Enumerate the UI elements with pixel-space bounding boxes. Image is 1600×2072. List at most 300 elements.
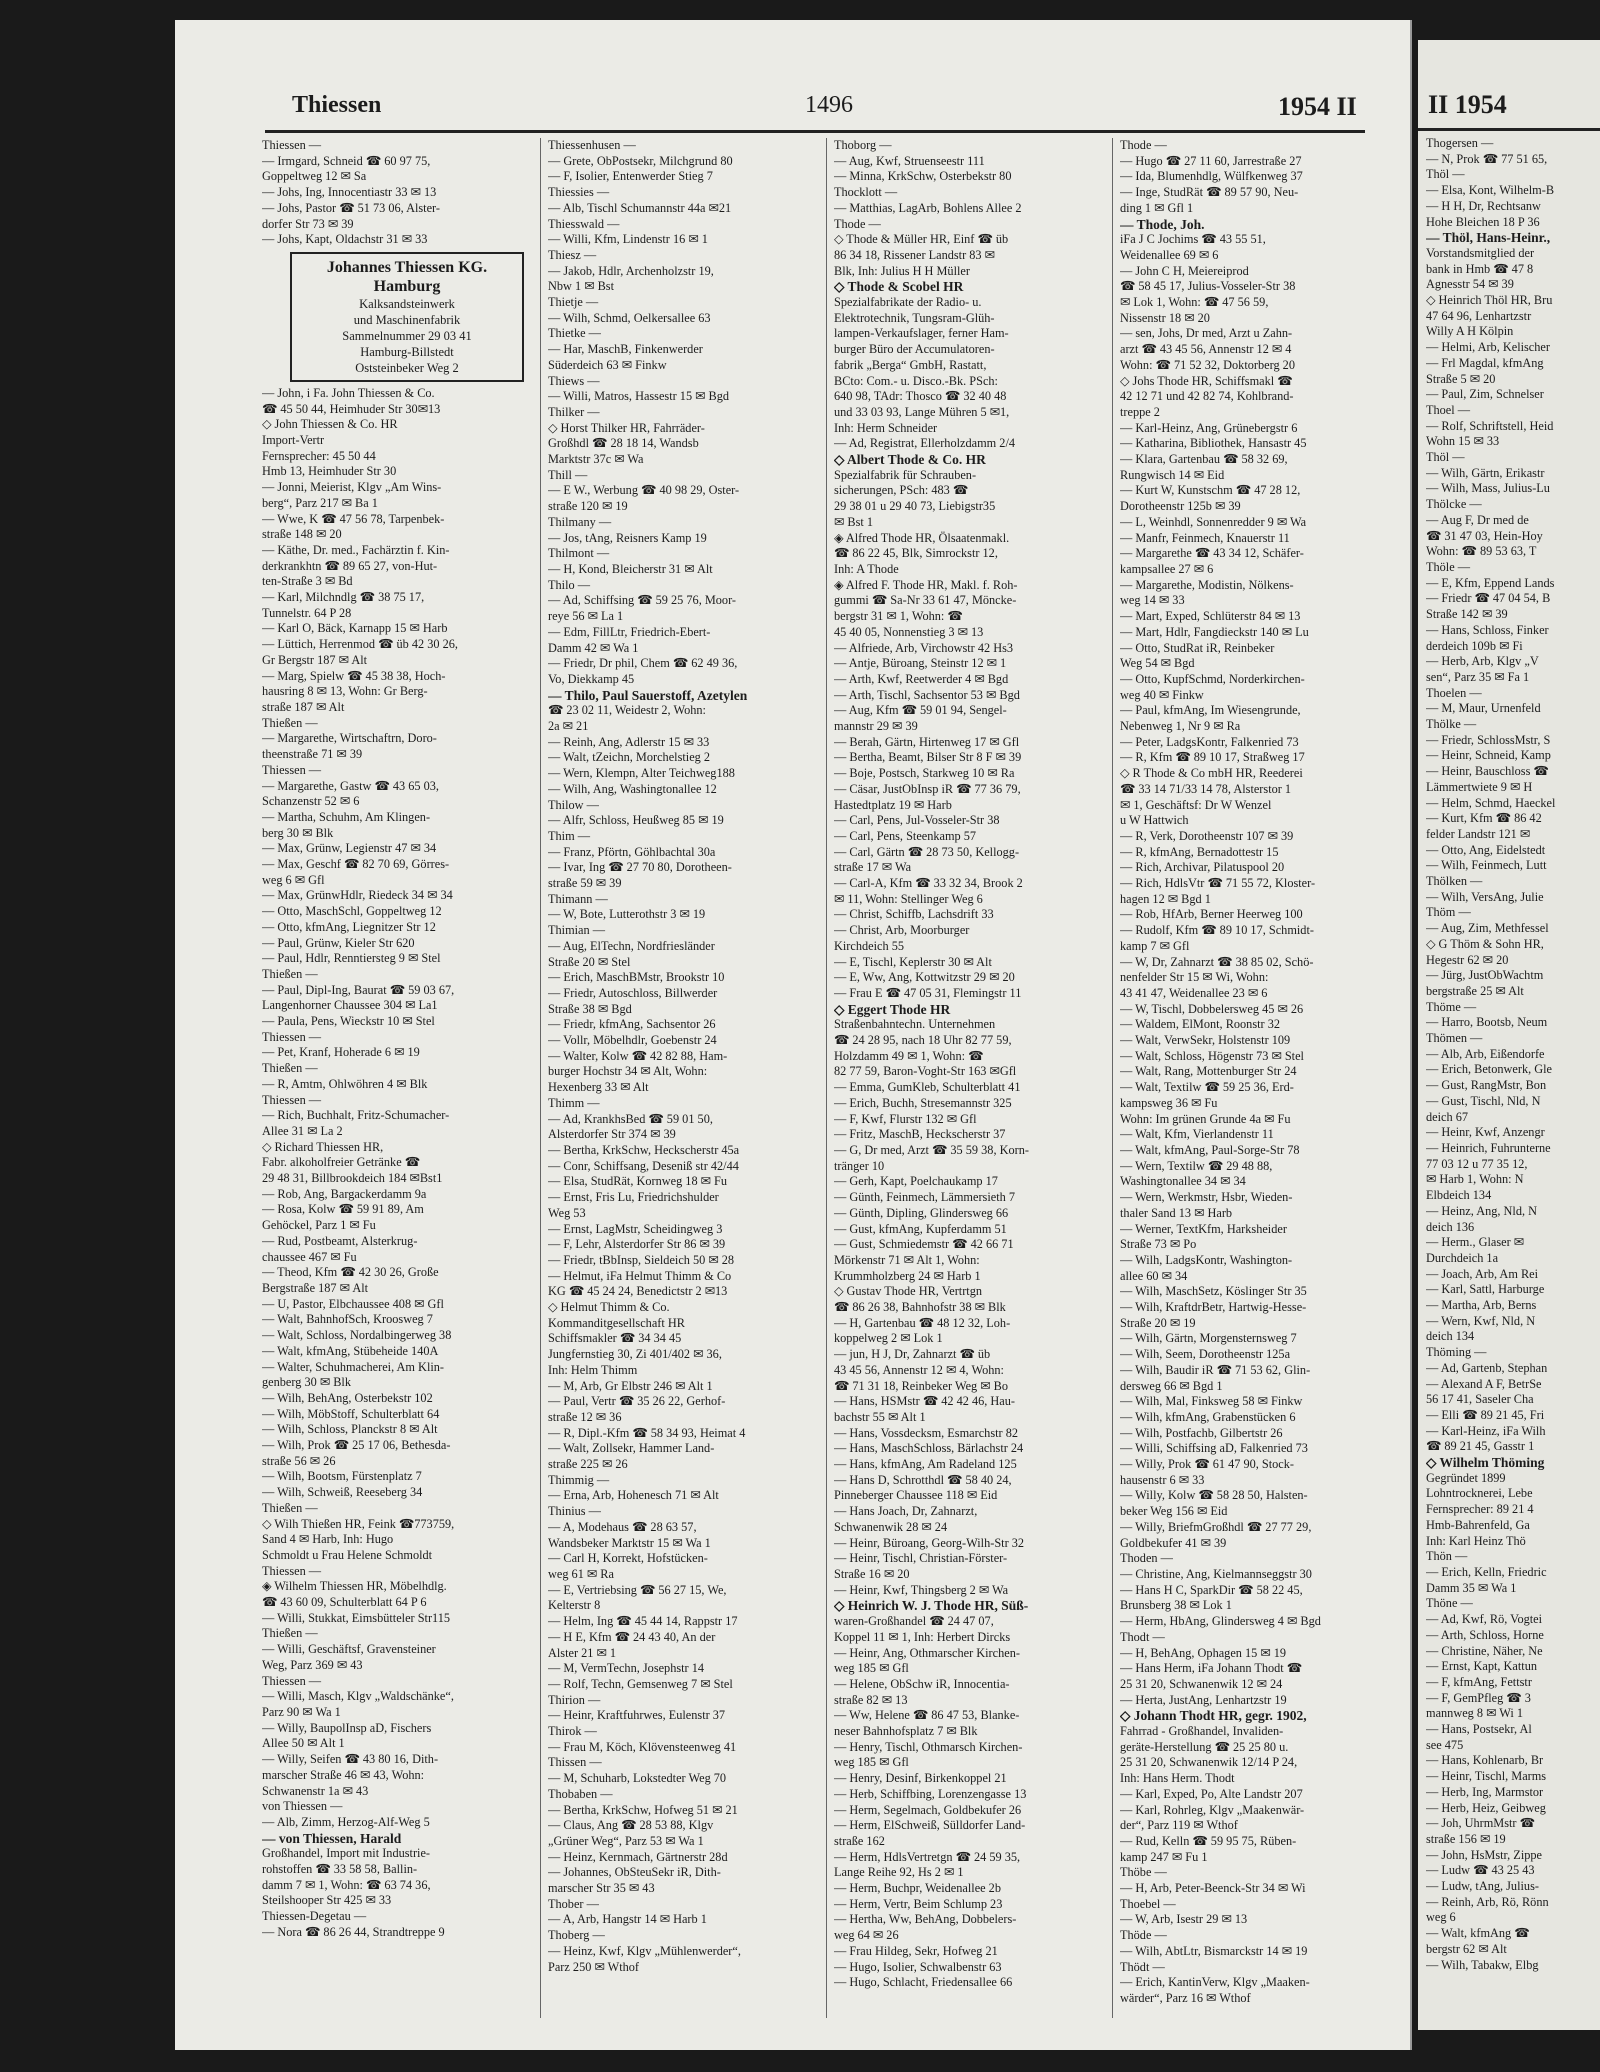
- directory-entry: — Karl-Heinz, Ang, Grünebergstr 6: [1120, 420, 1298, 435]
- directory-entry: — E, Kfm, Eppend Lands: [1426, 575, 1555, 590]
- company-advertisement: [290, 252, 524, 382]
- directory-entry: Thön —: [1426, 1549, 1468, 1564]
- directory-entry: Thirion —: [548, 1692, 601, 1707]
- directory-entry: — Hans Joach, Dr, Zahnarzt,: [834, 1504, 978, 1519]
- directory-entry: — Otto, MaschSchl, Goppeltweg 12: [262, 904, 442, 919]
- directory-entry: — Elsa, Kont, Wilhelm-B: [1426, 183, 1555, 198]
- directory-entry: — Kurt W, Kunstschm ☎ 47 28 12,: [1120, 483, 1301, 498]
- directory-entry: — Martha, Schuhm, Am Klingen-: [262, 809, 431, 824]
- directory-entry: — Herb, Arb, Klgv „V: [1426, 654, 1539, 669]
- directory-entry: — Rudolf, Kfm ☎ 89 10 17, Schmidt-: [1120, 923, 1314, 938]
- directory-entry: — Arth, Kwf, Reetwerder 4 ✉ Bgd: [834, 671, 1009, 686]
- directory-entry: Thim —: [548, 828, 591, 843]
- directory-entry: — John, HsMstr, Zippe: [1426, 1847, 1542, 1862]
- directory-entry: — Karl, Milchndlg ☎ 38 75 17,: [262, 590, 425, 605]
- directory-entry: — Hans, Vossdecksm, Esmarchstr 82: [834, 1425, 1018, 1440]
- directory-entry: — Walt, kfmAng, Paul-Sorge-Str 78: [1120, 1143, 1300, 1157]
- directory-entry: — Wern, Werkmstr, Hsbr, Wieden-: [1120, 1190, 1293, 1205]
- directory-entry: Hmb 13, Heimhuder Str 30: [262, 464, 397, 479]
- directory-entry: — Ad, KrankhsBed ☎ 59 01 50,: [548, 1111, 713, 1126]
- directory-entry: — Marg, Spielw ☎ 45 38 38, Hoch-: [262, 668, 446, 683]
- directory-entry: Thiessen —: [262, 762, 322, 777]
- directory-entry: Hegestr 62 ✉ 20: [1426, 952, 1509, 967]
- directory-entry: Mörkenstr 71 ✉ Alt 1, Wohn:: [834, 1252, 980, 1267]
- directory-entry: straße 17 ✉ Wa: [834, 860, 912, 875]
- directory-entry: Thilmany —: [548, 514, 612, 529]
- directory-entry: Nissenstr 18 ✉ 20: [1120, 310, 1210, 325]
- directory-entry: — Hans D, Schrotthdl ☎ 58 40 24,: [834, 1472, 1012, 1487]
- directory-entry: — Matthias, LagArb, Bohlens Allee 2: [834, 200, 1022, 215]
- directory-entry: Langenhorner Chaussee 304 ✉ La1: [262, 998, 438, 1013]
- directory-entry: — Herta, JustAng, Lenhartzstr 19: [1120, 1692, 1287, 1707]
- directory-entry: Thissen —: [548, 1755, 602, 1770]
- directory-entry: — W, Dr, Zahnarzt ☎ 38 85 02, Schö-: [1120, 954, 1314, 969]
- directory-entry: Thießen —: [262, 1500, 318, 1515]
- directory-entry: 640 98, TAdr: Thosco ☎ 32 40 48: [834, 389, 1007, 404]
- directory-entry: Steilshooper Str 425 ✉ 33: [262, 1893, 392, 1908]
- directory-entry: Thimm —: [548, 1095, 600, 1110]
- directory-entry: — Reinh, Ang, Adlerstr 15 ✉ 33: [548, 734, 710, 749]
- directory-entry: Inh: Herm Schneider: [834, 420, 938, 435]
- directory-entry: — Erich, MaschBMstr, Brookstr 10: [548, 970, 725, 985]
- directory-entry: — Jos, tAng, Reisners Kamp 19: [548, 530, 707, 545]
- directory-entry: — Margarethe, Modistin, Nölkens-: [1120, 577, 1294, 592]
- directory-entry: Wohn 15 ✉ 33: [1426, 434, 1500, 449]
- directory-entry: Inh: A Thode: [834, 561, 899, 576]
- directory-entry: Nebenweg 1, Nr 9 ✉ Ra: [1120, 719, 1241, 734]
- directory-entry: — Willi, Stukkat, Eimsbütteler Str115: [262, 1610, 451, 1625]
- directory-entry: — Paul, Zim, Schnelser: [1426, 387, 1544, 402]
- directory-entry: Wohn: ☎ 71 52 32, Doktorberg 20: [1120, 357, 1295, 372]
- directory-entry: Marktstr 37c ✉ Wa: [548, 452, 644, 467]
- directory-entry: — Rud, Kelln ☎ 59 95 75, Rüben-: [1120, 1833, 1297, 1848]
- directory-entry: Schwanenwik 28 ✉ 24: [834, 1519, 948, 1534]
- directory-entry: — Walt, tZeichn, Morchelstieg 2: [548, 750, 711, 765]
- directory-entry: — Kurt, Kfm ☎ 86 42: [1426, 811, 1542, 826]
- directory-entry: — Elli ☎ 89 21 45, Fri: [1426, 1407, 1545, 1422]
- directory-entry: ◇ John Thiessen & Co. HR: [262, 417, 398, 432]
- directory-entry: — A, Arb, Hangstr 14 ✉ Harb 1: [548, 1912, 707, 1927]
- directory-entry: — Wern, Textilw ☎ 29 48 88,: [1120, 1158, 1273, 1173]
- directory-entry: — Aug, Kfm ☎ 59 01 94, Sengel-: [834, 703, 1007, 718]
- directory-entry: Thogersen —: [1426, 136, 1494, 150]
- directory-entry: — Gust, Tischl, Nld, N: [1426, 1093, 1541, 1108]
- directory-entry: — Heinr, Kraftfuhrwes, Eulenstr 37: [548, 1708, 726, 1723]
- directory-entry: — Katharina, Bibliothek, Hansastr 45: [1120, 436, 1307, 451]
- directory-entry: — R, Verk, Dorotheenstr 107 ✉ 39: [1120, 828, 1294, 843]
- directory-entry: — Alb, Tischl Schumannstr 44a ✉21: [548, 200, 732, 215]
- directory-entry: — John C H, Meiereiprod: [1120, 263, 1249, 278]
- next-page-header: II 1954: [1428, 90, 1507, 119]
- directory-entry: — Inge, StudRät ☎ 89 57 90, Neu-: [1120, 185, 1299, 200]
- directory-entry: Thölke —: [1426, 717, 1477, 732]
- directory-entry: Elbdeich 134: [1426, 1188, 1492, 1203]
- ad-line: Oststeinbeker Weg 2: [355, 360, 459, 375]
- directory-entry: — Martha, Arb, Berns: [1426, 1298, 1537, 1313]
- directory-entry: iFa J C Jochims ☎ 43 55 51,: [1120, 232, 1266, 247]
- directory-entry: — E, Tischl, Keplerstr 30 ✉ Alt: [834, 954, 992, 969]
- directory-entry: — Käthe, Dr. med., Fachärztin f. Kin-: [262, 542, 450, 557]
- directory-entry: sen“, Parz 35 ✉ Fa 1: [1426, 669, 1530, 684]
- directory-entry: — Rich, HdlsVtr ☎ 71 55 72, Kloster-: [1120, 876, 1316, 891]
- directory-entry: Krummholzberg 24 ✉ Harb 1: [834, 1268, 981, 1283]
- directory-entry: straße 12 ✉ 36: [548, 1409, 622, 1424]
- directory-entry: — Erich, Kelln, Friedric: [1426, 1564, 1547, 1579]
- directory-entry: ◇ Johs Thode HR, Schiffsmakl ☎: [1120, 373, 1293, 388]
- directory-entry: — Willy, BriefmGroßhdl ☎ 27 77 29,: [1120, 1519, 1312, 1534]
- directory-entry: Durchdeich 1a: [1426, 1250, 1499, 1265]
- directory-entry: Thocklott —: [834, 185, 898, 200]
- directory-entry: Thimmig —: [548, 1472, 610, 1487]
- directory-entry: Fabr. alkoholfreier Getränke ☎: [262, 1155, 421, 1170]
- directory-entry: — R, Kfm ☎ 89 10 17, Straßweg 17: [1120, 750, 1305, 765]
- directory-entry: — Wilh, Schloss, Planckstr 8 ✉ Alt: [262, 1422, 438, 1437]
- directory-entry: — Max, GrünwHdlr, Riedeck 34 ✉ 34: [262, 888, 453, 903]
- directory-entry: — Wilh, Schweiß, Reeseberg 34: [262, 1485, 423, 1500]
- directory-entry: Thießen —: [262, 1061, 318, 1076]
- directory-entry: Thober —: [548, 1896, 599, 1911]
- directory-entry: Nbw 1 ✉ Bst: [548, 279, 614, 294]
- directory-entry: — Ludw ☎ 43 25 43: [1426, 1863, 1535, 1878]
- directory-entry: — Werner, TextKfm, Harksheider: [1120, 1221, 1287, 1236]
- directory-entry: Gr Bergstr 187 ✉ Alt: [262, 652, 368, 667]
- directory-entry: Thoborg —: [834, 138, 892, 152]
- directory-entry: Thiessen —: [262, 138, 322, 152]
- directory-entry: Hohe Bleichen 18 P 36: [1426, 214, 1540, 229]
- directory-entry: Großhdl ☎ 28 18 14, Wandsb: [548, 436, 699, 451]
- directory-entry: — Heinr, Kwf, Anzengr: [1426, 1125, 1545, 1140]
- directory-entry: — Herm, ElSchweiß, Sülldorfer Land-: [834, 1818, 1026, 1833]
- directory-entry: berg 30 ✉ Blk: [262, 825, 334, 840]
- directory-entry: — E, Ww, Ang, Kottwitzstr 29 ✉ 20: [834, 970, 1015, 985]
- directory-entry: — Claus, Ang ☎ 28 53 88, Klgv: [548, 1818, 714, 1833]
- directory-entry: — Minna, KrkSchw, Osterbekstr 80: [834, 169, 1012, 184]
- directory-entry: Thiessen —: [262, 1673, 322, 1688]
- directory-entry: Rungwisch 14 ✉ Eid: [1120, 467, 1225, 482]
- directory-entry: — Johs, Pastor ☎ 51 73 06, Alster-: [262, 200, 441, 215]
- directory-entry: — Hans, Postsekr, Al: [1426, 1722, 1532, 1737]
- directory-entry: — Margarethe, Wirtschaftrn, Doro-: [262, 731, 437, 746]
- directory-entry: 43 45 56, Annenstr 12 ✉ 4, Wohn:: [834, 1362, 1004, 1377]
- directory-entry: — Ad, Gartenb, Stephan: [1426, 1360, 1548, 1375]
- directory-entry: ◇ Thode & Scobel HR: [834, 279, 964, 295]
- directory-entry: — Ad, Kwf, Rö, Vogtei: [1426, 1612, 1543, 1627]
- directory-entry: felder Landstr 121 ✉: [1426, 826, 1531, 841]
- directory-entry: Inh: Karl Heinz Thö: [1426, 1533, 1526, 1548]
- directory-entry: — Hugo, Schlacht, Friedensallee 66: [834, 1975, 1013, 1990]
- directory-entry: „Grüner Weg“, Parz 53 ✉ Wa 1: [548, 1833, 704, 1848]
- directory-entry: Weg, Parz 369 ✉ 43: [262, 1657, 363, 1672]
- directory-entry: Thimann —: [548, 891, 608, 906]
- directory-entry: ◈ Alfred Thode HR, Ölsaatenmakl.: [834, 530, 1010, 545]
- directory-entry: Brunsberg 38 ✉ Lok 1: [1120, 1598, 1232, 1613]
- directory-entry: Thoden —: [1120, 1551, 1173, 1566]
- directory-entry: — Friedr, SchlossMstr, S: [1426, 732, 1551, 747]
- directory-entry: Großhandel, Import mit Industrie-: [262, 1846, 431, 1861]
- directory-entry: — Fritz, MaschB, Heckscherstr 37: [834, 1127, 1006, 1142]
- next-page-edge: [1418, 40, 1600, 2030]
- directory-entry: straße 187 ✉ Alt: [262, 699, 345, 714]
- directory-entry: — L, Weinhdl, Sonnenredder 9 ✉ Wa: [1120, 514, 1307, 529]
- directory-entry: — Ernst, Fris Lu, Friedrichshulder: [548, 1190, 719, 1205]
- directory-entry: Import-Vertr: [262, 433, 325, 448]
- directory-entry: deich 136: [1426, 1219, 1475, 1234]
- directory-entry: — John, i Fa. John Thiessen & Co.: [262, 385, 435, 400]
- directory-entry: 45 40 05, Nonnenstieg 3 ✉ 13: [834, 624, 984, 639]
- directory-entry: — Herb, Ing, Marmstor: [1426, 1784, 1544, 1799]
- directory-entry: Kirchdeich 55: [834, 938, 904, 953]
- directory-entry: — Har, MaschB, Finkenwerder: [548, 342, 703, 357]
- directory-entry: mannweg 8 ✉ Wi 1: [1426, 1706, 1524, 1721]
- directory-entry: ◇ G Thöm & Sohn HR,: [1426, 936, 1544, 951]
- directory-entry: — Wilh, Mass, Julius-Lu: [1426, 481, 1550, 496]
- directory-entry: — Rosa, Kolw ☎ 59 91 89, Am: [262, 1202, 424, 1217]
- directory-entry: Spezialfabrik für Schrauben-: [834, 467, 977, 482]
- directory-entry: — Friedr, kfmAng, Sachsentor 26: [548, 1017, 716, 1032]
- directory-entry: Thietje —: [548, 295, 599, 310]
- directory-entry: — Helmi, Arb, Kelischer: [1426, 340, 1550, 355]
- directory-entry: Thiesswald —: [548, 216, 620, 231]
- directory-entry: ◇ Heinrich Thöl HR, Bru: [1426, 293, 1553, 308]
- directory-entry: — Margarethe, Gastw ☎ 43 65 03,: [262, 778, 439, 793]
- directory-entry: Holzdamm 49 ✉ 1, Wohn: ☎: [834, 1048, 984, 1063]
- directory-entry: — Paul, Dipl-Ing, Baurat ☎ 59 03 67,: [262, 982, 455, 997]
- ad-line: Sammelnummer 29 03 41: [342, 328, 472, 343]
- directory-entry: Gegründet 1899: [1426, 1470, 1506, 1485]
- directory-entry: — Bertha, KrkSchw, Hofweg 51 ✉ 21: [548, 1802, 738, 1817]
- directory-entry: Inh: Hans Herm. Thodt: [1120, 1771, 1235, 1786]
- directory-entry: Allee 50 ✉ Alt 1: [262, 1736, 345, 1751]
- directory-entry: — Paul, Vertr ☎ 35 26 22, Gerhof-: [548, 1394, 726, 1409]
- directory-entry: — Heinr, Bauschloss ☎: [1426, 764, 1549, 779]
- directory-entry: ✉ Lok 1, Wohn: ☎ 47 56 59,: [1120, 295, 1269, 310]
- directory-entry: — Willi, Schiffsing aD, Falkenried 73: [1120, 1441, 1308, 1456]
- directory-entry: Gehöckel, Parz 1 ✉ Fu: [262, 1218, 376, 1233]
- directory-entry: — Helm, Ing ☎ 45 44 14, Rappstr 17: [548, 1614, 738, 1629]
- directory-entry: — Willy, Prok ☎ 61 47 90, Stock-: [1120, 1457, 1294, 1472]
- directory-entry: — Wilh, VersAng, Julie: [1426, 889, 1544, 904]
- directory-entry: Tunnelstr. 64 P 28: [262, 605, 352, 620]
- directory-entry: theenstraße 71 ✉ 39: [262, 747, 363, 762]
- directory-entry: 2a ✉ 21: [548, 719, 589, 734]
- directory-entry: — Helene, ObSchw iR, Innocentia-: [834, 1676, 1010, 1691]
- directory-entry: Pinneberger Chaussee 118 ✉ Eid: [834, 1488, 998, 1503]
- directory-entry: — Christ, Arb, Moorburger: [834, 923, 970, 938]
- directory-entry: — Herm, Segelmach, Goldbekufer 26: [834, 1802, 1022, 1817]
- directory-entry: ☎ 86 26 38, Bahnhofstr 38 ✉ Blk: [834, 1300, 1006, 1315]
- directory-entry: Thoberg —: [548, 1928, 605, 1943]
- directory-entry: — Alfr, Schloss, Heußweg 85 ✉ 19: [548, 813, 724, 828]
- ad-title: Johannes Thiessen KG. Hamburg: [326, 258, 488, 295]
- column-1: [262, 138, 532, 2018]
- directory-entry: bergstraße 25 ✉ Alt: [1426, 983, 1524, 998]
- directory-entry: — Otto, StudRat iR, Reinbeker: [1120, 640, 1275, 655]
- directory-entry: — Hans, MaschSchloss, Bärlachstr 24: [834, 1441, 1024, 1456]
- directory-entry: damm 7 ✉ 1, Wohn: ☎ 63 74 36,: [262, 1877, 431, 1892]
- directory-entry: straße 59 ✉ 39: [548, 876, 622, 891]
- directory-entry: Vorstandsmitglied der: [1426, 245, 1535, 260]
- directory-entry: — R, Amtm, Ohlwöhren 4 ✉ Blk: [262, 1076, 428, 1091]
- directory-entry: — Walt, kfmAng ☎: [1426, 1926, 1530, 1941]
- directory-entry: — Rud, Postbeamt, Alsterkrug-: [262, 1233, 418, 1248]
- directory-entry: nenfelder Str 15 ✉ Wi, Wohn:: [1120, 970, 1269, 985]
- directory-entry: Lange Reihe 92, Hs 2 ✉ 1: [834, 1865, 964, 1880]
- directory-entry: — Paul, Grünw, Kieler Str 620: [262, 935, 415, 950]
- directory-entry: — Harro, Bootsb, Neum: [1426, 1015, 1548, 1030]
- directory-entry: Thölken —: [1426, 874, 1483, 889]
- directory-entry: Fahrrad - Großhandel, Invaliden-: [1120, 1724, 1284, 1739]
- directory-entry: — Cäsar, JustObInsp iR ☎ 77 36 79,: [834, 781, 1021, 796]
- directory-entry: — Wilh, Schmd, Oelkersallee 63: [548, 310, 711, 325]
- directory-entry: bergstr 62 ✉ Alt: [1426, 1941, 1507, 1956]
- directory-entry: — Ad, Registrat, Ellerholzdamm 2/4: [834, 436, 1016, 451]
- directory-entry: — Arth, Tischl, Sachsentor 53 ✉ Bgd: [834, 687, 1020, 702]
- directory-entry: Thinius —: [548, 1504, 601, 1519]
- directory-entry: ☎ 31 47 03, Hein-Hoy: [1426, 528, 1543, 543]
- directory-entry: Schiffsmakler ☎ 34 34 45: [548, 1331, 682, 1346]
- directory-entry: — Vollr, Möbelhdlr, Goebenstr 24: [548, 1033, 717, 1048]
- directory-entry: ten-Straße 3 ✉ Bd: [262, 574, 353, 589]
- directory-entry: marscher Straße 46 ✉ 43, Wohn:: [262, 1767, 425, 1782]
- directory-entry: Thiessies —: [548, 185, 610, 200]
- directory-entry: weg 61 ✉ Ra: [548, 1566, 614, 1581]
- directory-entry: — Heinr, Ang, Othmarscher Kirchen-: [834, 1645, 1020, 1660]
- directory-entry: wärder“, Parz 16 ✉ Wthof: [1120, 1990, 1251, 2005]
- directory-entry: — Wilh, Feinmech, Lutt: [1426, 858, 1547, 873]
- directory-entry: 56 17 41, Saseler Cha: [1426, 1392, 1534, 1407]
- directory-entry: straße 225 ✉ 26: [548, 1457, 628, 1472]
- directory-entry: Hastedtplatz 19 ✉ Harb: [834, 797, 952, 812]
- year-volume: 1954 II: [1278, 92, 1357, 121]
- directory-entry: Spezialfabrikate der Radio- u.: [834, 295, 982, 310]
- directory-entry: straße 56 ✉ 26: [262, 1453, 336, 1468]
- directory-entry: ☎ 58 45 17, Julius-Vosseler-Str 38: [1120, 279, 1296, 294]
- directory-entry: — Walt, Textilw ☎ 59 25 36, Erd-: [1120, 1080, 1294, 1095]
- directory-entry: fabrik „Berga“ GmbH, Rastatt,: [834, 357, 987, 372]
- directory-entry: u W Hattwich: [1120, 813, 1189, 828]
- directory-entry: marscher Str 35 ✉ 43: [548, 1881, 655, 1896]
- directory-entry: BCto: Com.- u. Disco.-Bk. PSch:: [834, 373, 998, 388]
- directory-entry: weg 64 ✉ 26: [834, 1928, 899, 1943]
- directory-entry: — Alexand A F, BetrSe: [1426, 1376, 1542, 1391]
- directory-entry: — Wilh, Baudir iR ☎ 71 53 62, Glin-: [1120, 1362, 1311, 1377]
- directory-entry: Damm 35 ✉ Wa 1: [1426, 1580, 1517, 1595]
- directory-entry: bank in Hmb ☎ 47 8: [1426, 261, 1534, 276]
- directory-entry: — Wilh, MaschSetz, Köslinger Str 35: [1120, 1284, 1307, 1299]
- directory-entry: beker Weg 156 ✉ Eid: [1120, 1504, 1228, 1519]
- directory-entry: — Ww, Helene ☎ 86 47 53, Blanke-: [834, 1708, 1020, 1723]
- directory-entry: allee 60 ✉ 34: [1120, 1268, 1188, 1283]
- directory-entry: Straße 20 ✉ Stel: [548, 954, 631, 969]
- directory-entry: Sand 4 ✉ Harb, Inh: Hugo: [262, 1532, 394, 1547]
- directory-entry: — M, Maur, Urnenfeld: [1426, 701, 1541, 716]
- directory-entry: bachstr 55 ✉ Alt 1: [834, 1409, 926, 1424]
- directory-entry: — Walt, Kfm, Vierlandenstr 11: [1120, 1127, 1274, 1142]
- directory-entry: ◈ Alfred F. Thode HR, Makl. f. Roh-: [834, 577, 1018, 592]
- directory-entry: — Joach, Arb, Am Rei: [1426, 1266, 1539, 1281]
- directory-entry: — G, Dr med, Arzt ☎ 35 59 38, Korn-: [834, 1143, 1029, 1157]
- directory-entry: 43 41 47, Weidenallee 23 ✉ 6: [1120, 985, 1268, 1000]
- directory-entry: Thilo —: [548, 577, 591, 592]
- directory-entry: Thilmont —: [548, 546, 610, 561]
- directory-entry: — Paul, kfmAng, Im Wiesengrunde,: [1120, 703, 1301, 718]
- directory-entry: — M, Schuharb, Lokstedter Weg 70: [548, 1771, 727, 1786]
- directory-entry: — Bertha, Beamt, Bilser Str 8 F ✉ 39: [834, 750, 1022, 765]
- directory-entry: — Herb, Heiz, Geibweg: [1426, 1800, 1546, 1815]
- directory-entry: — Thode, Joh.: [1120, 216, 1205, 232]
- directory-entry: — F, Isolier, Entenwerder Stieg 7: [548, 169, 713, 184]
- directory-entry: — N, Prok ☎ 77 51 65,: [1426, 151, 1548, 166]
- directory-entry: — Karl O, Bäck, Karnapp 15 ✉ Harb: [262, 621, 448, 636]
- directory-entry: und 33 03 93, Lange Mühren 5 ✉1,: [834, 404, 1010, 419]
- directory-entry: — Walt, VerwSekr, Holstenstr 109: [1120, 1033, 1291, 1048]
- directory-entry: — Alfriede, Arb, Virchowstr 42 Hs3: [834, 640, 1014, 655]
- directory-entry: — Helmut, iFa Helmut Thimm & Co: [548, 1268, 732, 1283]
- directory-entry: — E W., Werbung ☎ 40 98 29, Oster-: [548, 483, 740, 498]
- directory-entry: — Wilh, Gärtn, Morgensternsweg 7: [1120, 1331, 1297, 1346]
- directory-entry: Thiessen —: [262, 1092, 322, 1107]
- directory-entry: — Karl, Rohrleg, Klgv „Maakenwär-: [1120, 1802, 1305, 1817]
- directory-entry: — Mart, Hdlr, Fangdieckstr 140 ✉ Lu: [1120, 624, 1309, 639]
- directory-entry: ◇ R Thode & Co mbH HR, Reederei: [1120, 766, 1303, 781]
- directory-entry: — Peter, LadgsKontr, Falkenried 73: [1120, 734, 1299, 749]
- directory-entry: Thoel —: [1426, 402, 1471, 417]
- directory-entry: — A, Modehaus ☎ 28 63 57,: [548, 1519, 697, 1534]
- directory-entry: — Paul, Hdlr, Renntiersteg 9 ✉ Stel: [262, 951, 441, 966]
- directory-entry: — Christine, Näher, Ne: [1426, 1643, 1543, 1658]
- directory-entry: — Theod, Kfm ☎ 42 30 26, Große: [262, 1265, 439, 1280]
- directory-entry: thaler Sand 13 ✉ Harb: [1120, 1205, 1233, 1220]
- ad-line: und Maschinenfabrik: [353, 312, 461, 327]
- directory-entry: — Friedr ☎ 47 04 54, B: [1426, 591, 1551, 606]
- directory-entry: — Arth, Schloss, Horne: [1426, 1627, 1544, 1642]
- directory-entry: straße 148 ✉ 20: [262, 527, 342, 542]
- directory-entry: Thöne —: [1426, 1596, 1473, 1611]
- directory-entry: — H E, Kfm ☎ 24 43 40, An der: [548, 1629, 716, 1644]
- directory-entry: bergstr 31 ✉ 1, Wohn: ☎: [834, 609, 963, 624]
- directory-entry: 42 12 71 und 42 82 74, Kohlbrand-: [1120, 389, 1294, 404]
- directory-entry: — Wilh, Bootsm, Fürstenplatz 7: [262, 1469, 422, 1484]
- directory-entry: — Berah, Gärtn, Hirtenweg 17 ✉ Gfl: [834, 734, 1020, 749]
- directory-entry: Damm 42 ✉ Wa 1: [548, 640, 639, 655]
- directory-entry: Thiews —: [548, 373, 600, 388]
- directory-entry: — Walt, Schloss, Nordalbingerweg 38: [262, 1328, 452, 1343]
- directory-entry: — Ida, Blumenhdlg, Wülfkenweg 37: [1120, 169, 1303, 184]
- directory-entry: — Wilh, Seem, Dorotheenstr 125a: [1120, 1347, 1291, 1362]
- directory-entry: — Walt, Rang, Mottenburger Str 24: [1120, 1064, 1297, 1079]
- directory-entry: — Pet, Kranf, Hoherade 6 ✉ 19: [262, 1045, 420, 1060]
- directory-entry: chaussee 467 ✉ Fu: [262, 1249, 357, 1264]
- directory-entry: — W, Bote, Lutterothstr 3 ✉ 19: [548, 907, 706, 922]
- directory-entry: ◇ Gustav Thode HR, Vertrtgn: [834, 1284, 983, 1299]
- directory-entry: Thöle —: [1426, 559, 1471, 574]
- directory-entry: Thöme —: [1426, 999, 1477, 1014]
- directory-entry: Thimian —: [548, 923, 606, 938]
- directory-entry: — Otto, KupfSchmd, Norderkirchen-: [1120, 671, 1305, 686]
- directory-entry: dorfer Str 73 ✉ 39: [262, 216, 354, 231]
- directory-entry: — Margarethe ☎ 43 34 12, Schäfer-: [1120, 546, 1304, 561]
- directory-entry: — Rolf, Techn, Gemsenweg 7 ✉ Stel: [548, 1676, 733, 1691]
- directory-entry: — Emma, GumKleb, Schulterblatt 41: [834, 1080, 1021, 1095]
- directory-entry: — Wilh, kfmAng, Grabenstücken 6: [1120, 1409, 1296, 1424]
- directory-entry: — Herm, HbAng, Glindersweg 4 ✉ Bgd: [1120, 1614, 1321, 1629]
- directory-entry: ◇ Horst Thilker HR, Fahrräder-: [548, 420, 705, 435]
- directory-entry: — Rob, Ang, Bargackerdamm 9a: [262, 1186, 427, 1201]
- directory-entry: koppelweg 2 ✉ Lok 1: [834, 1331, 943, 1346]
- directory-entry: straße 82 ✉ 13: [834, 1692, 908, 1707]
- directory-entry: ◇ Eggert Thode HR: [834, 1001, 951, 1017]
- directory-entry: — Herm, Vertr, Beim Schlump 23: [834, 1896, 1003, 1911]
